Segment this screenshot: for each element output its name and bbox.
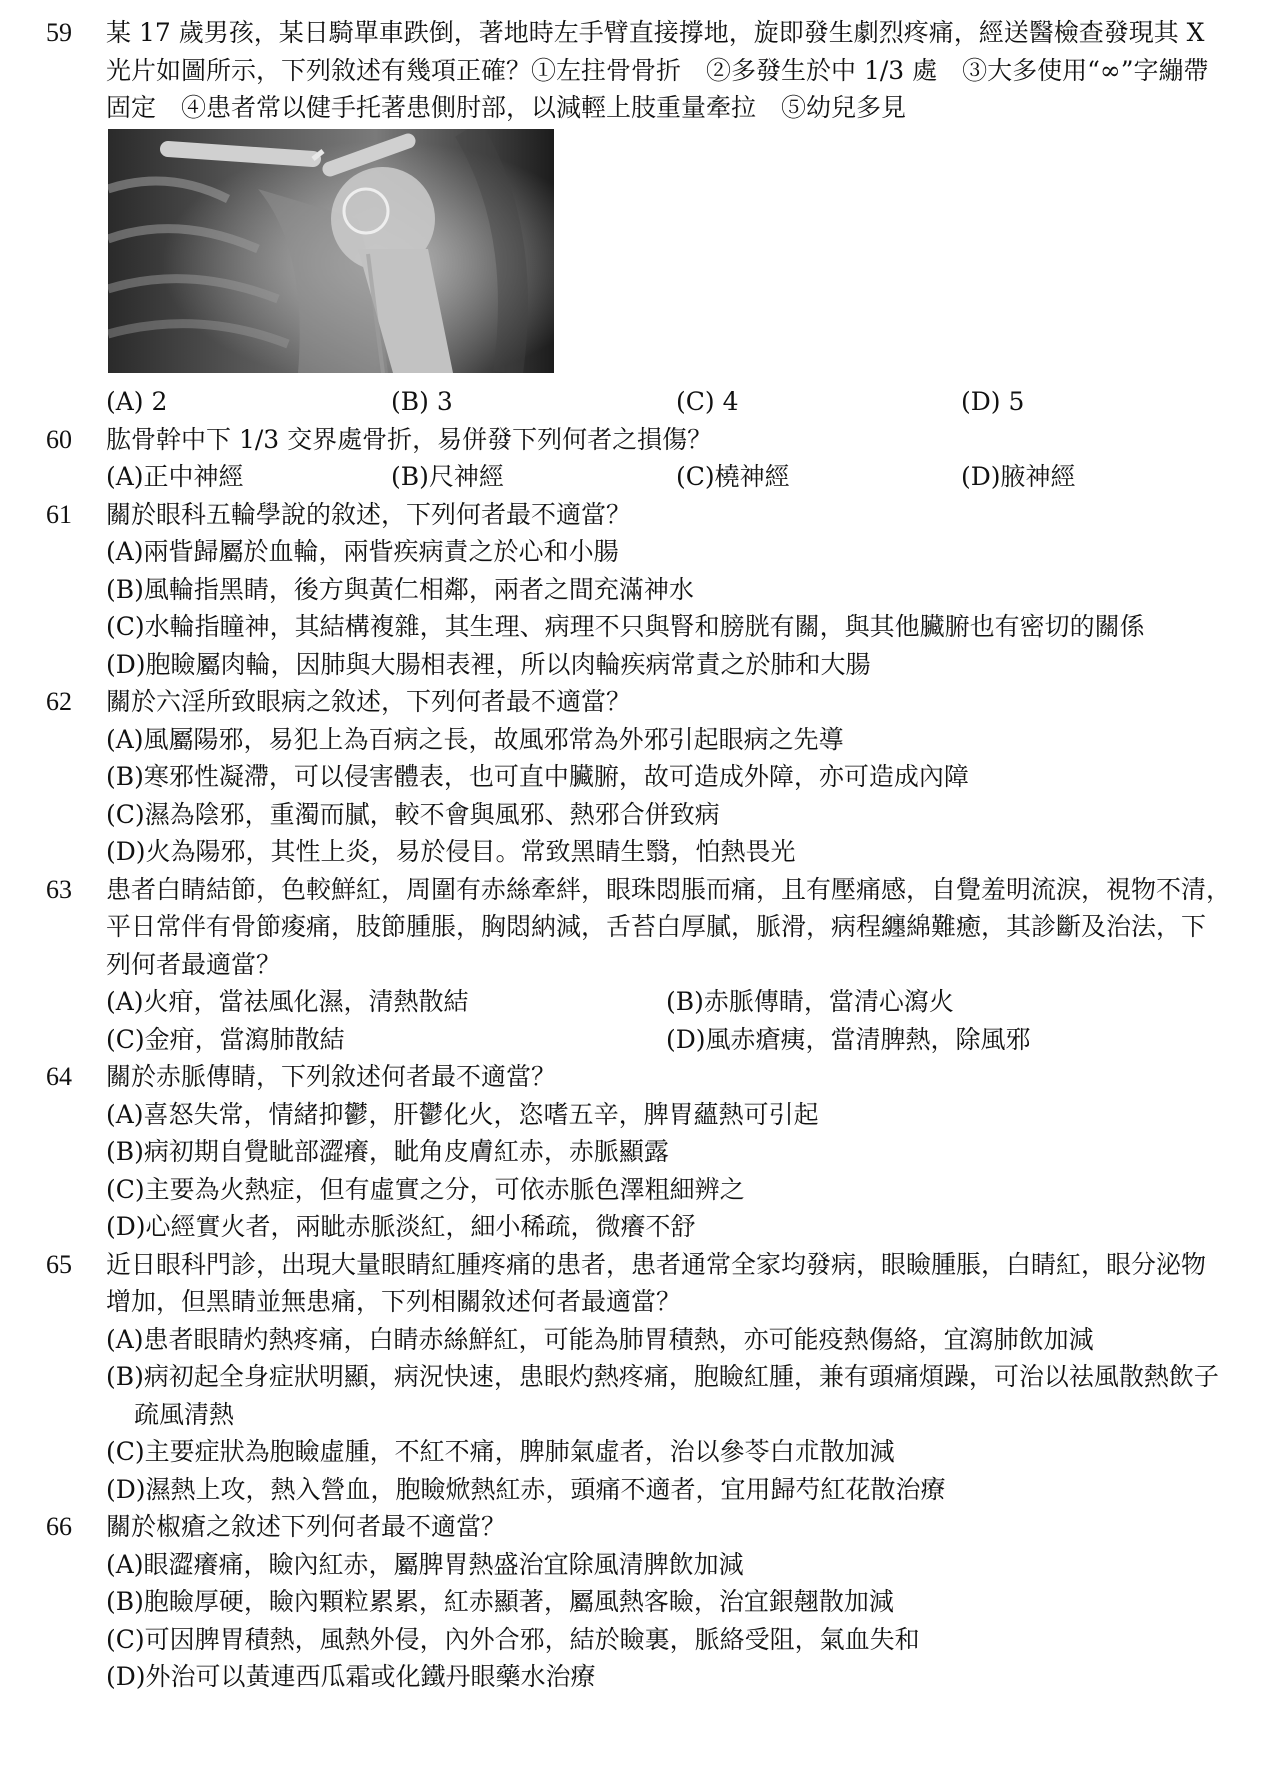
- option-b[interactable]: (B)風輪指黑睛，後方與黃仁相鄰，兩者之間充滿神水: [106, 574, 694, 604]
- option-a[interactable]: (A)喜怒失常，情緒抑鬱，肝鬱化火，恣嗜五辛，脾胃蘊熱可引起: [106, 1099, 819, 1129]
- option-c[interactable]: (C)主要症狀為胞瞼虛腫，不紅不痛，脾肺氣虛者，治以參苓白朮散加減: [106, 1437, 895, 1466]
- option-d[interactable]: (D)心經實火者，兩眦赤脈淡紅，細小稀疏，微癢不舒: [106, 1212, 696, 1241]
- option-b[interactable]: (B)胞瞼厚硬，瞼內顆粒累累，紅赤顯著，屬風熱客瞼，治宜銀翹散加減: [106, 1587, 894, 1616]
- options-row: [106, 458, 1274, 496]
- option-b-continuation: 疏風清熱: [134, 1399, 235, 1429]
- option-a[interactable]: (A)正中神經: [106, 462, 244, 491]
- option-d[interactable]: (D)胞瞼屬肉輪，因肺與大腸相表裡，所以肉輪疾病常責之於肺和大腸: [106, 649, 871, 679]
- option-c[interactable]: (C) 4: [676, 387, 739, 416]
- stem-line: 平日常伴有骨節痠痛，肢節腫脹，胸悶納減，舌苔白厚膩，脈滑，病程纏綿難癒，其診斷及治法，下: [106, 912, 1207, 941]
- question-number: 65: [46, 1249, 72, 1279]
- question-number: 62: [46, 687, 72, 716]
- question-stem: [106, 496, 1246, 534]
- options-row: [106, 1021, 1274, 1059]
- stem-line: 關於赤脈傳睛，下列敘述何者最不適當？: [106, 1062, 557, 1091]
- question-59: [0, 14, 1274, 421]
- stem-line: 肱骨幹中下 1/3 交界處骨折，易併發下列何者之損傷？: [106, 424, 713, 454]
- stem-line: 固定 ④患者常以健手托著患側肘部，以減輕上肢重量牽拉 ⑤幼兒多見: [106, 93, 907, 122]
- option-c[interactable]: (C)橈神經: [676, 462, 790, 491]
- exam-page: [0, 14, 1274, 1696]
- option-b[interactable]: (B) 3: [391, 387, 453, 416]
- option-b[interactable]: (B)病初期自覺眦部澀癢，眦角皮膚紅赤，赤脈顯露: [106, 1137, 669, 1166]
- question-number: 60: [46, 424, 72, 454]
- stem-line: 患者白睛結節，色較鮮紅，周圍有赤絲牽絆，眼珠悶脹而痛，且有壓痛感，自覺羞明流淚，視物不清，: [106, 874, 1232, 904]
- option-a[interactable]: (A)風屬陽邪，易犯上為百病之長，故風邪常為外邪引起眼病之先導: [106, 724, 844, 754]
- option-c[interactable]: (C)可因脾胃積熱，風熱外侵，內外合邪，結於瞼裏，脈絡受阻，氣血失和: [106, 1624, 920, 1654]
- question-number: 59: [46, 18, 72, 47]
- stem-line: 列何者最適當？: [106, 949, 282, 979]
- question-62: [0, 683, 1274, 871]
- question-66: [0, 1508, 1274, 1696]
- question-stem: [106, 683, 1246, 721]
- option-b-block[interactable]: [106, 1358, 1246, 1433]
- options-row: [106, 983, 1274, 1021]
- question-65: [0, 1246, 1274, 1509]
- question-stem: [106, 1058, 1246, 1096]
- question-60: [0, 421, 1274, 496]
- question-64: [0, 1058, 1274, 1246]
- option-c[interactable]: (C)水輪指瞳神，其結構複雜，其生理、病理不只與腎和膀胱有關，與其他臟腑也有密切的關係: [106, 612, 1145, 641]
- option-d[interactable]: (D) 5: [961, 387, 1025, 416]
- option-b[interactable]: (B)寒邪性凝滯，可以侵害體表，也可直中臟腑，故可造成外障，亦可造成內障: [106, 762, 969, 791]
- question-number: 61: [46, 499, 72, 529]
- question-stem: [106, 421, 1246, 459]
- option-a[interactable]: (A)患者眼睛灼熱疼痛，白睛赤絲鮮紅，可能為肺胃積熱，亦可能疫熱傷絡，宜瀉肺飲加減: [106, 1324, 1094, 1354]
- option-a[interactable]: (A)火疳，當祛風化濕，清熱散結: [106, 987, 469, 1016]
- stem-line: 增加，但黑睛並無患痛，下列相關敘述何者最適當？: [106, 1287, 682, 1316]
- stem-line: 近日眼科門診，出現大量眼睛紅腫疼痛的患者，患者通常全家均發病，眼瞼腫脹，白睛紅，眼分泌物: [106, 1249, 1207, 1279]
- question-number: 63: [46, 874, 72, 904]
- question-number: 66: [46, 1512, 72, 1541]
- question-stem: [106, 14, 1246, 127]
- option-b[interactable]: (B)赤脈傳睛，當清心瀉火: [666, 987, 954, 1016]
- question-61: [0, 496, 1274, 684]
- shoulder-xray-image: [108, 129, 554, 373]
- question-stem: [106, 871, 1246, 984]
- option-a[interactable]: (A) 2: [106, 387, 168, 416]
- option-d[interactable]: (D)火為陽邪，其性上炎，易於侵目。常致黑睛生翳，怕熱畏光: [106, 837, 796, 866]
- stem-line: 關於椒瘡之敘述下列何者最不適當？: [106, 1512, 507, 1541]
- options-row: [106, 383, 1274, 421]
- option-a[interactable]: (A)眼澀癢痛，瞼內紅赤，屬脾胃熱盛治宜除風清脾飲加減: [106, 1549, 744, 1579]
- question-stem: [106, 1246, 1246, 1321]
- option-d[interactable]: (D)外治可以黃連西瓜霜或化鐵丹眼藥水治療: [106, 1662, 596, 1691]
- stem-line: 某 17 歲男孩，某日騎單車跌倒，著地時左手臂直接撐地，旋即發生劇烈疼痛，經送醫檢查發現其 X: [106, 18, 1205, 47]
- option-d[interactable]: (D)風赤瘡痍，當清脾熱，除風邪: [666, 1024, 1031, 1054]
- option-b: (B)病初起全身症狀明顯，病況快速，患眼灼熱疼痛，胞瞼紅腫，兼有頭痛煩躁，可治以祛風散熱飲子: [106, 1362, 1219, 1391]
- question-stem: [106, 1508, 1246, 1546]
- question-number: 64: [46, 1062, 72, 1091]
- option-d[interactable]: (D)濕熱上攻，熱入營血，胞瞼焮熱紅赤，頭痛不適者，宜用歸芍紅花散治療: [106, 1474, 946, 1504]
- option-c[interactable]: (C)金疳，當瀉肺散結: [106, 1024, 345, 1054]
- stem-line: 關於眼科五輪學說的敘述，下列何者最不適當？: [106, 499, 632, 529]
- question-63: [0, 871, 1274, 1059]
- option-a[interactable]: (A)兩眥歸屬於血輪，兩眥疾病責之於心和小腸: [106, 537, 619, 566]
- stem-line: 關於六淫所致眼病之敘述，下列何者最不適當？: [106, 687, 632, 716]
- option-d[interactable]: (D)腋神經: [961, 462, 1076, 491]
- option-c[interactable]: (C)濕為陰邪，重濁而膩，較不會與風邪、熱邪合併致病: [106, 799, 720, 829]
- stem-line: 光片如圖所示，下列敘述有幾項正確？①左拄骨骨折 ②多發生於中 1/3 處 ③大多使用“∞”字繃帶: [106, 55, 1209, 85]
- option-b[interactable]: (B)尺神經: [391, 462, 504, 491]
- option-c[interactable]: (C)主要為火熱症，但有虛實之分，可依赤脈色澤粗細辨之: [106, 1174, 745, 1204]
